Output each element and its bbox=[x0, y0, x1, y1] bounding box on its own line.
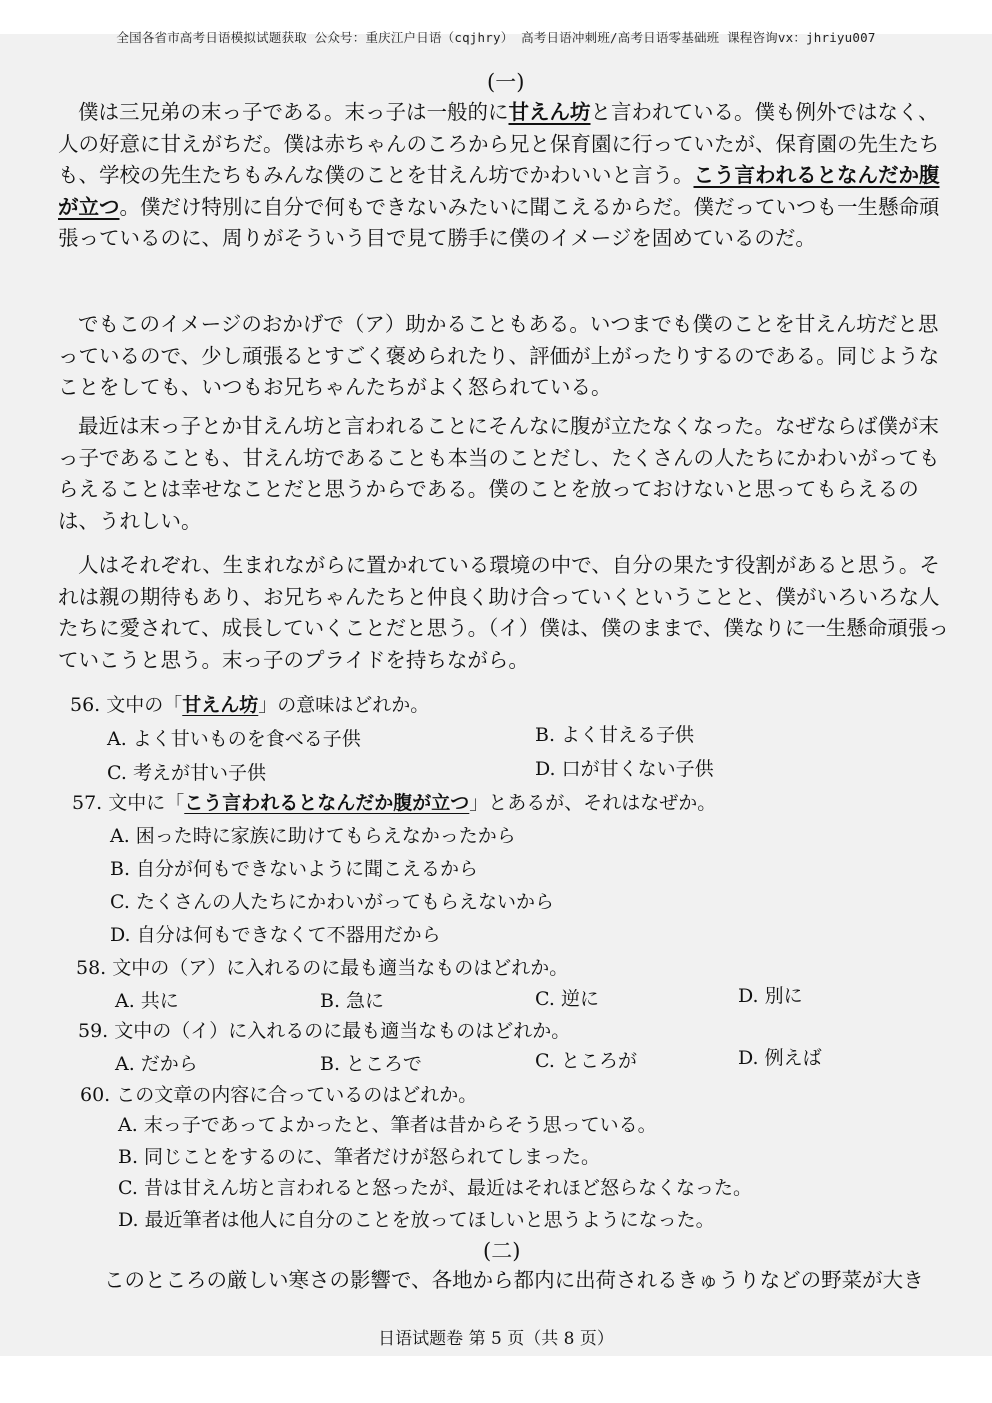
option-57-c: C. たくさんの人たちにかわいがってもらえないから bbox=[110, 891, 554, 913]
option-56-a: A. よく甘いものを食べる子供 bbox=[107, 728, 361, 750]
option-56-d: D. 口が甘くない子供 bbox=[535, 758, 714, 780]
option-59-a: A. だから bbox=[115, 1053, 198, 1075]
option-59-d: D. 例えば bbox=[738, 1047, 822, 1069]
question-59: 59. 文中の（イ）に入れるのに最も適当なものはどれか。 bbox=[78, 1020, 571, 1042]
option-58-c: C. 逆に bbox=[535, 988, 599, 1010]
option-60-b: B. 同じことをするのに、筆者だけが怒られてしまった。 bbox=[118, 1146, 601, 1168]
option-59-b: B. ところで bbox=[320, 1053, 422, 1075]
passage-paragraph-3: 最近は末っ子とか甘えん坊と言われることにそんなに腹が立たなくなった。なぜならば僕が末っ子であることも、甘えん坊であることも本当のことだし、たくさんの人たちにかわいがってもらえることは幸せなことだと思うからである。僕のことを放っておけないと思ってもらえるのは、うれしい。 bbox=[58, 414, 940, 533]
option-57-a: A. 困った時に家族に助けてもらえなかったから bbox=[110, 825, 516, 847]
passage-paragraph-1: 僕は三兄弟の末っ子である。末っ子は一般的に甘えん坊と言われている。僕も例外ではなく、人の好意に甘えがちだ。僕は赤ちゃんのころから兄と保育園に行っていたが、保育園の先生たちも、学校の先生たちもみんな僕のことを甘えん坊でかわいいと言う。こう言われるとなんだか腹が立つ。僕だけ特別に自分で何もできないみたいに聞こえるからだ。僕だっていつも一生懸命頑張っているのに、周りがそういう目で見て勝手に僕のイメージを固めているのだ。 bbox=[58, 100, 940, 250]
passage2-paragraph-1: このところの厳しい寒さの影響で、各地から都内に出荷されるきゅうりなどの野菜が大き bbox=[104, 1268, 924, 1292]
option-56-b: B. よく甘える子供 bbox=[535, 724, 695, 746]
option-58-d: D. 別に bbox=[738, 985, 803, 1007]
underlined-term: 甘えん坊 bbox=[508, 100, 591, 124]
option-59-c: C. ところが bbox=[535, 1050, 637, 1072]
option-60-d: D. 最近筆者は他人に自分のことを放ってほしいと思うようになった。 bbox=[118, 1209, 715, 1231]
question-58: 58. 文中の（ア）に入れるのに最も適当なものはどれか。 bbox=[76, 957, 569, 979]
header-banner: 全国各省市高考日语模拟试题获取 公众号：重庆江户日语（cqjhry） 高考日语冲刺班/高考日语零基础班 课程咨询vx：jhriyu007 bbox=[116, 30, 876, 45]
section-title-1: (一) bbox=[487, 70, 525, 94]
passage-paragraph-2: でもこのイメージのおかげで（ア）助かることもある。いつまでも僕のことを甘えん坊だと思っているので、少し頑張るとすごく褒められたり、評価が上がったりするのである。同じようなことをしても、いつもお兄ちゃんたちがよく怒られている。 bbox=[58, 312, 940, 399]
section-title-2: (二) bbox=[483, 1239, 521, 1263]
page-footer: 日语试题卷 第 5 页（共 8 页） bbox=[378, 1329, 614, 1349]
option-57-d: D. 自分は何もできなくて不器用だから bbox=[110, 924, 441, 946]
passage-paragraph-4: 人はそれぞれ、生まれながらに置かれている環境の中で、自分の果たす役割があると思う。それは親の期待もあり、お兄ちゃんたちと仲良く助け合っていくということと、僕がいろいろな人たちに愛されて、成長していくことだと思う。（イ）僕は、僕のままで、僕なりに一生懸命頑張っていこうと思う。末っ子のプライドを持ちながら。 bbox=[58, 553, 949, 672]
option-56-c: C. 考えが甘い子供 bbox=[107, 762, 266, 784]
option-60-c: C. 昔は甘えん坊と言われると怒ったが、最近はそれほど怒らなくなった。 bbox=[118, 1177, 752, 1199]
option-58-b: B. 急に bbox=[320, 990, 385, 1012]
option-57-b: B. 自分が何もできないように聞こえるから bbox=[110, 858, 479, 880]
question-57: 57. 文中に「こう言われるとなんだか腹が立つ」とあるが、それはなぜか。 bbox=[72, 792, 717, 814]
option-60-a: A. 末っ子であってよかったと、筆者は昔からそう思っている。 bbox=[118, 1114, 657, 1136]
question-60: 60. この文章の内容に合っているのはどれか。 bbox=[80, 1084, 478, 1106]
underlined-phrase: こう言われるとなんだか腹が立つ bbox=[58, 163, 940, 219]
question-56: 56. 文中の「甘えん坊」の意味はどれか。 bbox=[70, 694, 430, 716]
option-58-a: A. 共に bbox=[115, 990, 179, 1012]
